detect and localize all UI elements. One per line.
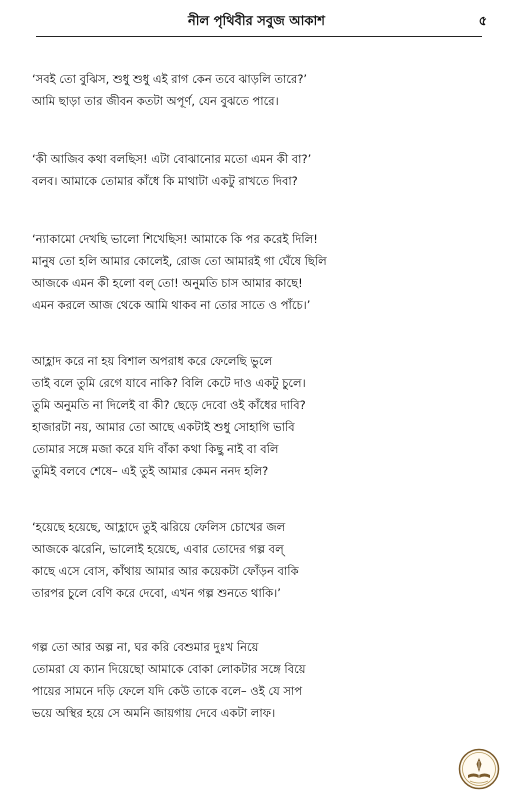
page-number: ৫ — [478, 14, 487, 29]
stanza — [32, 636, 492, 724]
poem-line: আজকে এমন কী হলো বল্ তো! অনুমতি চাস আমার কাছে! — [32, 276, 303, 290]
poem-line: তুমিই বলবে শেষে– এই তুই আমার কেমন ননদ হলি? — [32, 464, 269, 478]
stanza — [32, 148, 492, 192]
poem-line: পায়ের সামনে দড়ি ফেলে যদি কেউ তাকে বলে– ওই যে সাপ — [32, 684, 303, 698]
poem-line: আজকে ঝরেনি, ভালোই হয়েছে, এবার তোদের গল্প বল্ — [32, 542, 284, 556]
poem-line: তারপর চুলে বেণি করে দেবো, এখন গল্প শুনতে থাকি।’ — [32, 586, 281, 600]
poem-line: আহ্লাদ করে না হয় বিশাল অপরাধ করে ফেলেছি ভুলে — [32, 354, 273, 368]
header-divider — [36, 36, 482, 37]
book-title: নীল পৃথিবীর সবুজ আকাশ — [188, 14, 325, 29]
poem-line: ‘ন্যাকামো দেখছি ভালো শিখেছিস! আমাকে কি পর করেই দিলি! — [32, 232, 318, 246]
poem-line: ‘সবই তো বুঝিস, শুধু শুধু এই রাগ কেন তবে ঝাড়লি তারে?’ — [32, 72, 308, 86]
poem-line: তাই বলে তুমি রেগে যাবে নাকি? বিলি কেটে দাও একটু চুলে। — [32, 376, 306, 390]
poem-line: মানুষ তো হলি আমার কোলেই, রোজ তো আমারই গা ঘেঁষে ছিলি — [32, 254, 327, 268]
poem-line: তোমার সঙ্গে মজা করে যদি বাঁকা কথা কিছু নাই বা বলি — [32, 442, 279, 456]
poem-line: ভয়ে অস্থির হয়ে সে অমনি জায়গায় দেবে একটা লাফ। — [32, 706, 276, 720]
stanza — [32, 516, 492, 604]
poem-line: তুমি অনুমতি না দিলেই বা কী? ছেড়ে দেবো ওই কাঁধের দাবি? — [32, 398, 306, 412]
poem-line: বলব। আমাকে তোমার কাঁধে কি মাথাটা একটু রাখতে দিবা? — [32, 174, 298, 188]
poem-line: ‘কী আজিব কথা বলছিস! এটা বোঝানোর মতো এমন কী বা?’ — [32, 152, 312, 166]
stanza — [32, 228, 492, 316]
stanza — [32, 68, 492, 112]
poem-line: গল্প তো আর অল্প না, ঘর করি বেশুমার দুঃখ নিয়ে — [32, 640, 259, 654]
book-pen-emblem-icon — [458, 748, 500, 790]
poem-line: কাছে এসে বোস, কাঁথায় আমার আর কয়েকটা ফোঁড়ন বাকি — [32, 564, 299, 578]
stanza — [32, 350, 492, 482]
poem-line: ‘হয়েছে হয়েছে, আহ্লাদে তুই ঝরিয়ে ফেলিস চোখের জল — [32, 520, 286, 534]
poem-line: হাজারটা নয়, আমার তো আছে একটাই শুধু সোহাগি ভাবি — [32, 420, 295, 434]
poem-line: আমি ছাড়া তার জীবন কতটা অপূর্ণ, যেন বুঝতে পারে। — [32, 94, 279, 108]
poem-line: এমন করলে আজ থেকে আমি থাকব না তোর সাতে ও পাঁচে।’ — [32, 298, 311, 312]
page-header — [0, 10, 513, 34]
poem-line: তোমরা যে ক্যান দিয়েছো আমাকে বোকা লোকটার সঙ্গে বিয়ে — [32, 662, 306, 676]
